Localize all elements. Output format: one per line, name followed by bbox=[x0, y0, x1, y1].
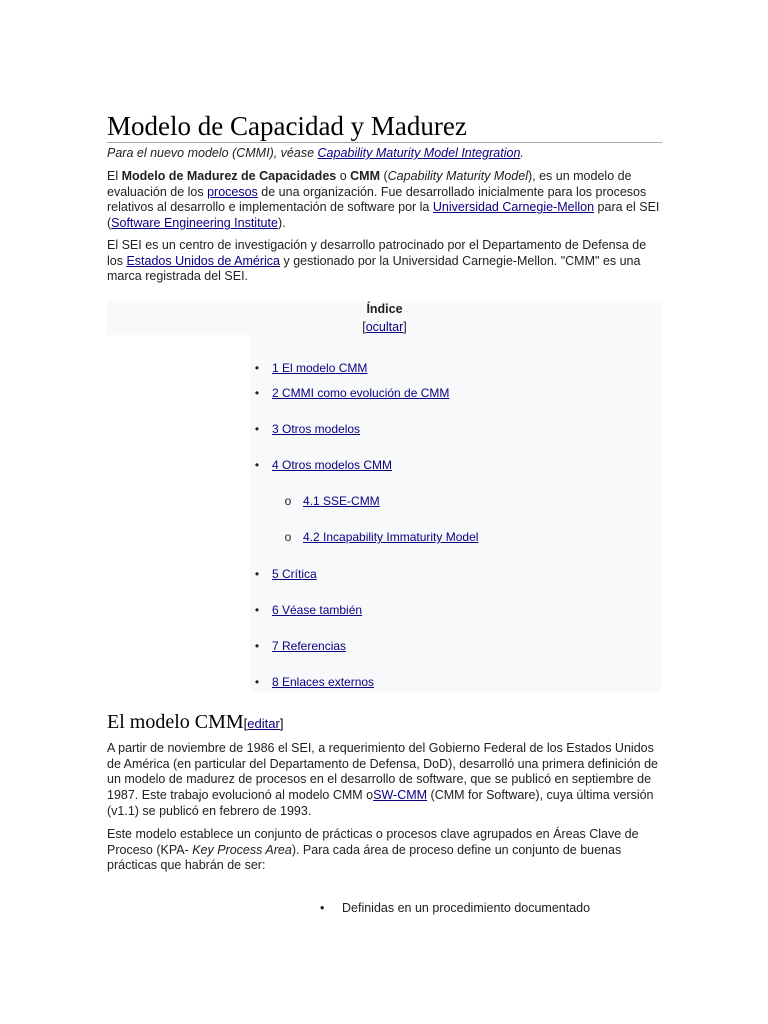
link-estados-unidos[interactable]: Estados Unidos de América bbox=[126, 253, 281, 268]
section-title: El modelo CMM bbox=[107, 711, 244, 733]
bracket: ] bbox=[403, 320, 407, 334]
toc-link-sse-cmm[interactable]: 4.1 SSE-CMM bbox=[303, 494, 380, 508]
toc-item bbox=[254, 675, 375, 689]
text: ). Para cada área de proceso define un conjunto de buenas prácticas que habrán de ser: bbox=[107, 842, 622, 873]
bullet: • bbox=[254, 675, 260, 689]
toc-title: Índice bbox=[366, 302, 403, 316]
intro-paragraph-2 bbox=[107, 238, 663, 285]
bullet: • bbox=[254, 567, 260, 581]
edit-link[interactable]: editar bbox=[247, 716, 280, 731]
bullet: • bbox=[254, 361, 260, 375]
hatnote-text: Para el nuevo modelo (CMMI), véase bbox=[107, 146, 318, 160]
text: (CMM for Software), cuya última versión (v1.1) se publicó en febrero de 1993. bbox=[107, 788, 654, 818]
hatnote-suffix: . bbox=[520, 146, 524, 160]
bullet: • bbox=[254, 603, 260, 617]
toc-item bbox=[254, 458, 393, 472]
page-title: Modelo de Capacidad y Madurez bbox=[107, 110, 662, 143]
text: y gestionado por la Universidad Carnegie-Mellon. "CMM" es una marca registrada del SEI. bbox=[107, 253, 641, 284]
toc-link-enlaces-externos[interactable]: 8 Enlaces externos bbox=[272, 675, 375, 689]
hatnote bbox=[107, 145, 662, 161]
toc-item bbox=[254, 567, 317, 581]
toc-subitem bbox=[284, 494, 380, 508]
bold-term: CMM bbox=[350, 169, 380, 183]
text: ( bbox=[380, 169, 388, 183]
table-of-contents bbox=[107, 301, 662, 692]
toc-item bbox=[254, 386, 450, 400]
section-paragraph-1 bbox=[107, 741, 663, 820]
bullet: o bbox=[284, 530, 292, 544]
toc-link-otros-modelos[interactable]: 3 Otros modelos bbox=[272, 422, 361, 436]
section-heading bbox=[107, 708, 662, 738]
list-item bbox=[320, 900, 591, 916]
bullet: • bbox=[320, 901, 325, 915]
link-sw-cmm[interactable]: SW-CMM bbox=[373, 788, 428, 803]
link-universidad-carnegie-mellon[interactable]: Universidad Carnegie-Mellon bbox=[432, 200, 595, 215]
list-item-text: Definidas en un procedimiento documentado bbox=[342, 901, 591, 915]
text: ), es un modelo de evaluación de los bbox=[107, 169, 632, 199]
bullet: • bbox=[254, 386, 260, 400]
text: para el SEI ( bbox=[107, 200, 660, 231]
text: o bbox=[336, 169, 351, 183]
toc-item bbox=[254, 639, 347, 653]
text: A partir de noviembre de 1986 el SEI, a requerimiento del Gobierno Federal de los Estados Unidos de América (en particular del Departamento de Defensa, DoD), desarrolló una primera definición de un modelo de madurez de procesos en el desarrollo de software, que se publicó en septiembre de 1987. Este trabajo evolucionó al modelo CMM o bbox=[107, 741, 658, 803]
toc-link-cmmi[interactable]: 2 CMMI como evolución de CMM bbox=[272, 386, 450, 400]
bullet: • bbox=[254, 639, 260, 653]
bracket: ] bbox=[279, 716, 284, 731]
bullet: • bbox=[254, 422, 260, 436]
bullet: o bbox=[284, 494, 292, 508]
toc-link-vease-tambien[interactable]: 6 Véase también bbox=[272, 603, 363, 617]
section-paragraph-2 bbox=[107, 827, 663, 874]
text: ). bbox=[277, 216, 286, 231]
text: El SEI es un centro de investigación y desarrollo patrocinado por el Departamento de Defensa de los bbox=[107, 238, 647, 268]
link-procesos[interactable]: procesos bbox=[207, 184, 258, 199]
toc-link-critica[interactable]: 5 Crítica bbox=[272, 567, 317, 581]
toc-item bbox=[254, 422, 361, 436]
bold-term: Modelo de Madurez de Capacidades bbox=[121, 169, 337, 183]
text: Este modelo establece un conjunto de prácticas o procesos clave agrupados en Áreas Clave de Proceso (KPA- bbox=[107, 827, 639, 857]
bracket: [ bbox=[362, 320, 366, 334]
hatnote-link-cmmi[interactable]: Capability Maturity Model Integration bbox=[317, 146, 521, 160]
intro-paragraph-1 bbox=[107, 169, 663, 232]
link-software-engineering-institute[interactable]: Software Engineering Institute bbox=[111, 216, 278, 231]
text: El bbox=[107, 169, 122, 183]
toc-hide-link[interactable]: ocultar bbox=[365, 320, 404, 334]
toc-item bbox=[254, 361, 368, 375]
italic-term: Key Process Area bbox=[192, 842, 292, 857]
bullet: • bbox=[254, 458, 260, 472]
italic-term: Capability Maturity Model bbox=[387, 169, 528, 183]
text: de una organización. Fue desarrollado inicialmente para los procesos relativos al desarrollo e implementación de software por la bbox=[107, 184, 647, 215]
toc-item bbox=[254, 603, 363, 617]
toc-link-otros-modelos-cmm[interactable]: 4 Otros modelos CMM bbox=[272, 458, 393, 472]
toc-link-el-modelo-cmm[interactable]: 1 El modelo CMM bbox=[272, 361, 368, 375]
toc-subitem bbox=[284, 530, 479, 544]
toc-link-incapability-immaturity-model[interactable]: 4.2 Incapability Immaturity Model bbox=[303, 530, 479, 544]
bracket: [ bbox=[243, 716, 248, 731]
edit-section bbox=[244, 716, 284, 731]
toc-link-referencias[interactable]: 7 Referencias bbox=[272, 639, 347, 653]
toc-toggle bbox=[107, 319, 662, 335]
